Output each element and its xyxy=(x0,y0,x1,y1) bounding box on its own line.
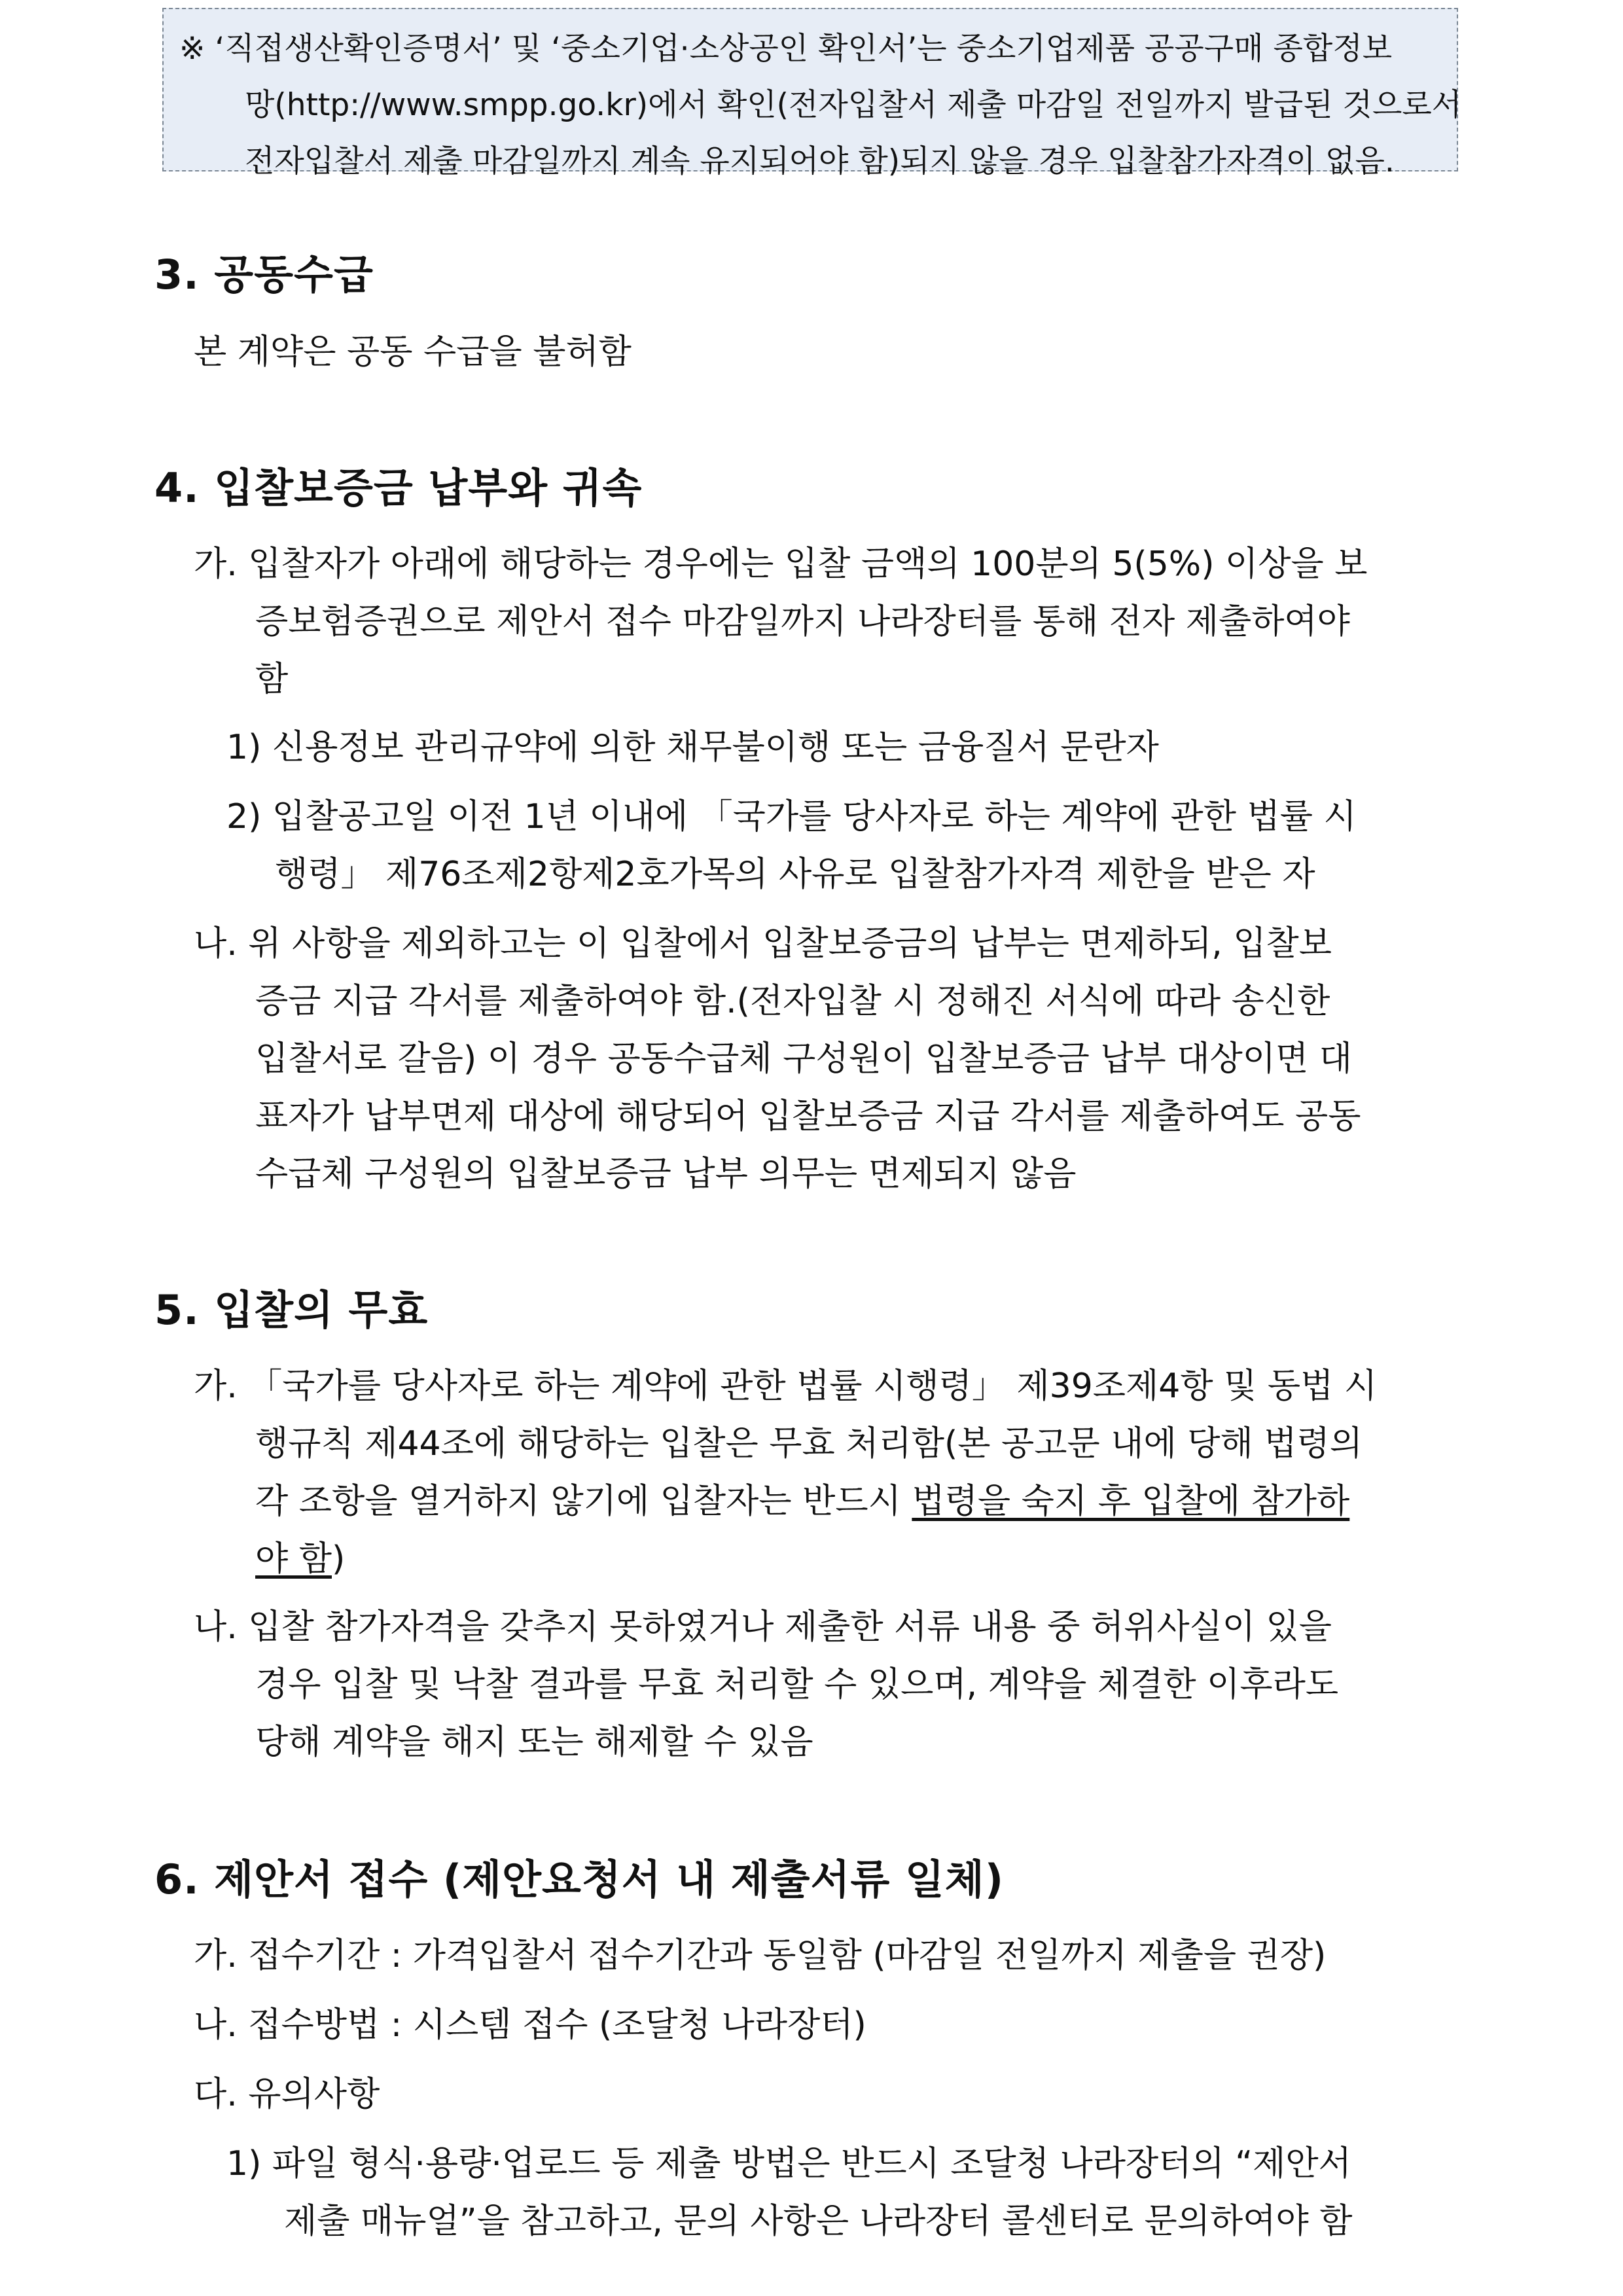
section-4-subitem-1: 1) 신용정보 관리규약에 의한 채무불이행 또는 금융질서 문란자 xyxy=(226,728,1159,767)
section-5-underlined-text: 법령을 숙지 후 입찰에 참가하 xyxy=(912,1482,1350,1521)
section-5-item-ga-line xyxy=(255,1473,1349,1530)
notice-line: 전자입찰서 제출 마감일까지 계속 유지되어야 함)되지 않을 경우 입찰참가자격이 없음. xyxy=(245,143,1395,179)
section-5-heading: 5. 입찰의 무효 xyxy=(154,1286,429,1334)
section-5-item-ga-line: 가. 「국가를 당사자로 하는 계약에 관한 법률 시행령」 제39조제4항 및 동법 시 xyxy=(194,1367,1378,1406)
section-4-item-na-line: 수급체 구성원의 입찰보증금 납부 의무는 면제되지 않음 xyxy=(255,1155,1077,1194)
section-4-item-ga-line: 함 xyxy=(255,660,289,699)
section-3-heading: 3. 공동수급 xyxy=(154,251,374,298)
section-6-heading: 6. 제안서 접수 (제안요청서 내 제출서류 일체) xyxy=(154,1856,1005,1903)
section-5-item-na-line: 나. 입찰 참가자격을 갖추지 못하였거나 제출한 서류 내용 중 허위사실이 있을 xyxy=(194,1607,1332,1647)
section-6-subitem-1-line: 1) 파일 형식·용량·업로드 등 제출 방법은 반드시 조달청 나라장터의 “제안서 xyxy=(226,2144,1351,2183)
section-5-item-ga-line xyxy=(255,1530,345,1588)
section-6-subitem-1-line: 제출 매뉴얼”을 참고하고, 문의 사항은 나라장터 콜센터로 문의하여야 함 xyxy=(284,2202,1353,2241)
section-4-heading: 4. 입찰보증금 납부와 귀속 xyxy=(154,464,643,512)
section-5-line-text: 각 조항을 열거하지 않기에 입찰자는 반드시 xyxy=(255,1482,912,1521)
section-4-item-na-line: 증금 지급 각서를 제출하여야 함.(전자입찰 시 정해진 서식에 따라 송신한 xyxy=(255,982,1330,1021)
section-5-item-ga-line: 행규칙 제44조에 해당하는 입찰은 무효 처리함(본 공고문 내에 당해 법령의 xyxy=(255,1424,1363,1463)
section-4-subitem-2-line: 행령」 제76조제2항제2호가목의 사유로 입찰참가자격 제한을 받은 자 xyxy=(275,855,1315,894)
section-4-item-ga-line: 가. 입찰자가 아래에 해당하는 경우에는 입찰 금액의 100분의 5(5%) 이상을 보 xyxy=(194,545,1368,584)
section-6-item-na: 나. 접수방법 : 시스템 접수 (조달청 나라장터) xyxy=(194,2005,866,2045)
section-5-item-na-line: 당해 계약을 해지 또는 해제할 수 있음 xyxy=(255,1723,813,1762)
section-4-item-ga-line: 증보험증권으로 제안서 접수 마감일까지 나라장터를 통해 전자 제출하여야 xyxy=(255,602,1350,641)
section-4-item-na-line: 입찰서로 갈음) 이 경우 공동수급체 구성원이 입찰보증금 납부 대상이면 대 xyxy=(255,1039,1353,1079)
section-3-body: 본 계약은 공동 수급을 불허함 xyxy=(194,332,632,372)
section-6-item-da: 다. 유의사항 xyxy=(194,2075,380,2114)
section-5-item-na-line: 경우 입찰 및 낙찰 결과를 무효 처리할 수 있으며, 계약을 체결한 이후라도 xyxy=(255,1665,1339,1704)
notice-line: 망(http://www.smpp.go.kr)에서 확인(전자입찰서 제출 마감일 전일까지 발급된 것으로서 xyxy=(245,87,1462,123)
section-4-item-na-line: 표자가 납부면제 대상에 해당되어 입찰보증금 지급 각서를 제출하여도 공동 xyxy=(255,1097,1361,1136)
notice-box xyxy=(162,8,1462,179)
section-5-line-text: ) xyxy=(332,1539,346,1579)
section-5-underlined-text: 야 함 xyxy=(255,1539,332,1579)
section-6-item-ga: 가. 접수기간 : 가격입찰서 접수기간과 동일함 (마감일 전일까지 제출을 권장) xyxy=(194,1936,1327,1975)
notice-line: ※ ‘직접생산확인증명서’ 및 ‘중소기업·소상공인 확인서’는 중소기업제품 공공구매 종합정보 xyxy=(179,31,1393,67)
section-4-item-na-line: 나. 위 사항을 제외하고는 이 입찰에서 입찰보증금의 납부는 면제하되, 입찰보 xyxy=(194,924,1332,963)
section-4-subitem-2-line: 2) 입찰공고일 이전 1년 이내에 「국가를 당사자로 하는 계약에 관한 법률 시 xyxy=(226,797,1357,836)
